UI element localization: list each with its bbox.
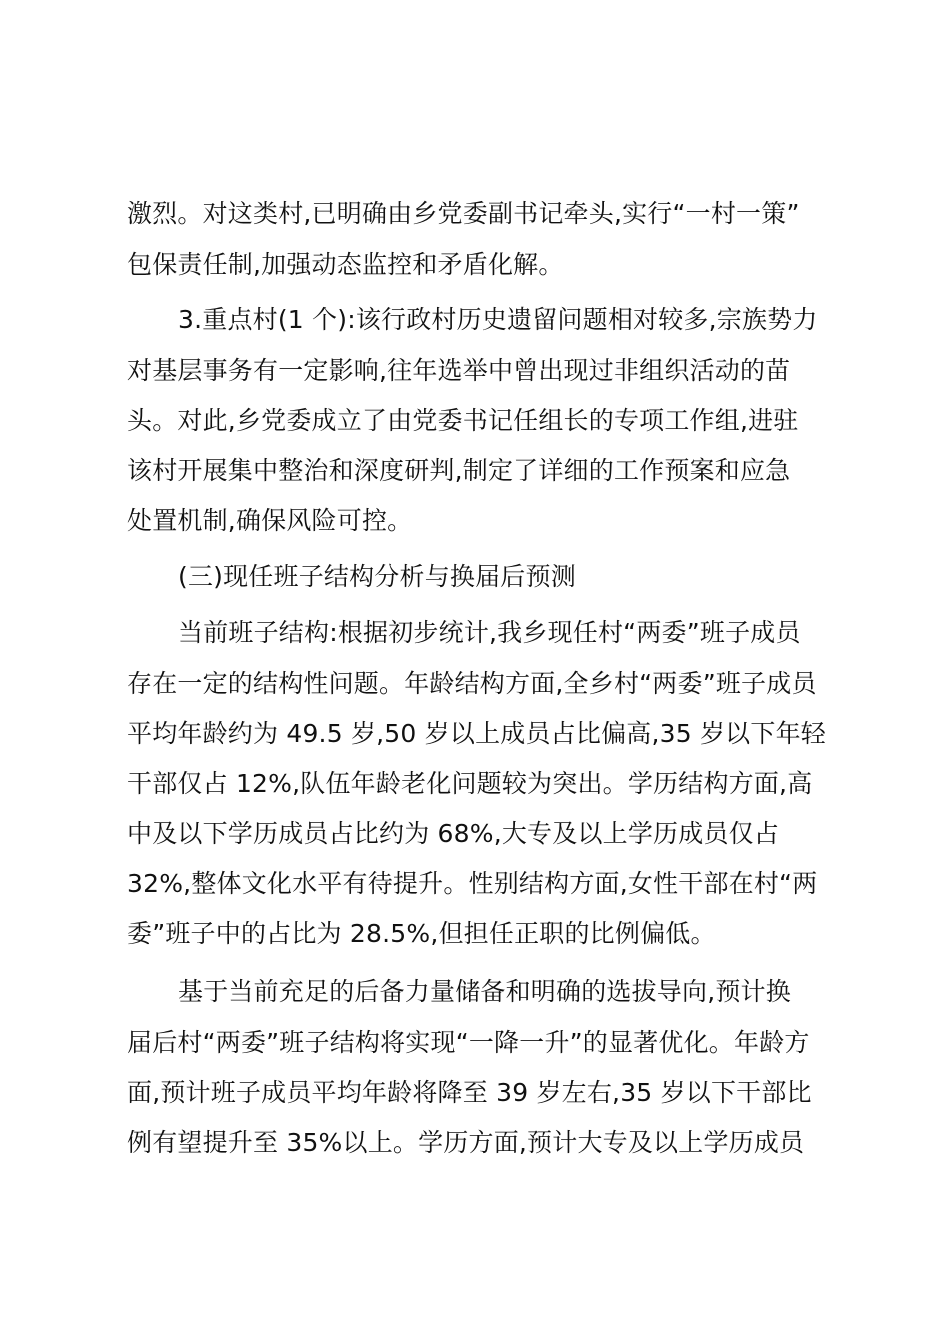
text-line: 存在一定的结构性问题。年龄结构方面,全乡村“两委”班子成员 xyxy=(127,669,817,698)
text-line: 32%,整体文化水平有待提升。性别结构方面,女性干部在村“两 xyxy=(127,869,818,898)
text-line: 面,预计班子成员平均年龄将降至 39 岁左右,35 岁以下干部比 xyxy=(127,1078,812,1107)
text-line: 激烈。对这类村,已明确由乡党委副书记牵头,实行“一村一策” xyxy=(127,199,800,228)
text-line: 中及以下学历成员占比约为 68%,大专及以上学历成员仅占 xyxy=(127,819,780,848)
text-line: 包保责任制,加强动态监控和矛盾化解。 xyxy=(127,250,564,279)
text-line: 头。对此,乡党委成立了由党委书记任组长的专项工作组,进驻 xyxy=(127,406,799,435)
text-line: 委”班子中的占比为 28.5%,但担任正职的比例偏低。 xyxy=(127,919,716,948)
text-line: 对基层事务有一定影响,往年选举中曾出现过非组织活动的苗 xyxy=(127,356,791,385)
text-line: 届后村“两委”班子结构将实现“一降一升”的显著优化。年龄方 xyxy=(127,1028,810,1057)
text-line: 干部仅占 12%,队伍年龄老化问题较为突出。学历结构方面,高 xyxy=(127,769,813,798)
section-heading: (三)现任班子结构分析与换届后预测 xyxy=(178,562,576,591)
text-line: 平均年龄约为 49.5 岁,50 岁以上成员占比偏高,35 岁以下年轻 xyxy=(127,719,826,748)
text-line: 处置机制,确保风险可控。 xyxy=(127,506,413,535)
paragraph-start-line: 基于当前充足的后备力量储备和明确的选拔导向,预计换 xyxy=(178,977,791,1006)
paragraph-start-line: 3.重点村(1 个):该行政村历史遗留问题相对较多,宗族势力 xyxy=(178,305,818,334)
text-line: 例有望提升至 35%以上。学历方面,预计大专及以上学历成员 xyxy=(127,1128,805,1157)
text-line: 该村开展集中整治和深度研判,制定了详细的工作预案和应急 xyxy=(127,456,791,485)
paragraph-start-line: 当前班子结构:根据初步统计,我乡现任村“两委”班子成员 xyxy=(178,618,801,647)
